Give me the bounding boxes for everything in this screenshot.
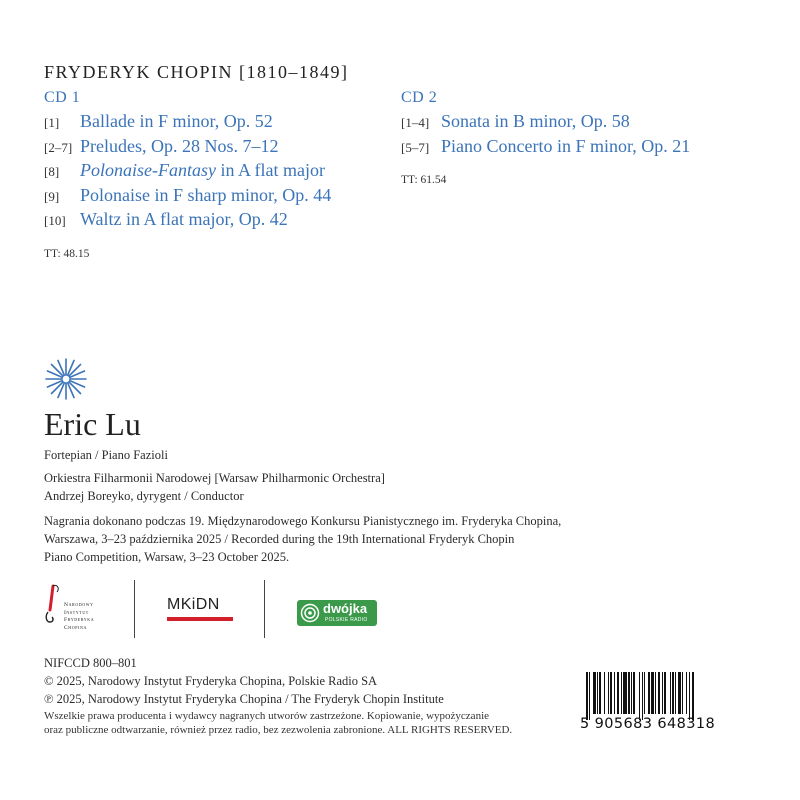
- barcode-bar: [651, 672, 654, 714]
- barcode-bar: [664, 672, 666, 714]
- track-item: [44, 160, 331, 185]
- track-item: [401, 136, 690, 161]
- barcode-bar: [621, 672, 622, 714]
- track-title-italic: Polonaise-Fantasy: [80, 160, 216, 180]
- barcode-bar: [672, 672, 674, 714]
- nifc-text-line: Narodowy: [64, 602, 94, 608]
- barcode-bar: [608, 672, 609, 714]
- cd1-section: [44, 89, 331, 260]
- barcode-bar: [599, 672, 601, 714]
- barcode-bar: [614, 672, 615, 714]
- barcode-bar: [675, 672, 676, 714]
- track-item: [44, 136, 331, 161]
- radio-circles-icon: [300, 603, 320, 623]
- barcode-bar: [617, 672, 619, 714]
- barcode-bar: [670, 672, 671, 714]
- nifc-text-line: Instytut: [64, 609, 89, 616]
- cd2-total-time: TT: 61.54: [401, 174, 447, 186]
- track-title: Polonaise in F sharp minor, Op. 44: [80, 184, 332, 205]
- barcode-bar: [692, 672, 694, 720]
- barcode-bar: [648, 672, 650, 714]
- cd1-label: CD 1: [44, 89, 81, 106]
- track-number: [5–7]: [401, 139, 430, 155]
- track-title: Waltz in A flat major, Op. 42: [80, 209, 288, 229]
- barcode-bar: [593, 672, 596, 714]
- barcode-bar: [662, 672, 663, 714]
- mkidn-logo: [167, 596, 233, 626]
- artist-instruments: Fortepian / Piano Fazioli: [44, 448, 168, 462]
- track-number: [9]: [44, 188, 60, 204]
- barcode-bar: [628, 672, 630, 714]
- footer-info: [44, 654, 444, 708]
- barcode-bar: [589, 672, 590, 720]
- cd2-label: CD 2: [401, 89, 438, 106]
- cd1-total-time: TT: 48.15: [44, 247, 90, 260]
- artist-name: Eric Lu: [44, 406, 141, 442]
- mkidn-text: MKiDN: [167, 596, 220, 613]
- track-number: [1–4]: [401, 115, 430, 130]
- dwojka-name: dwójka: [323, 601, 368, 616]
- barcode-bar: [597, 672, 598, 714]
- barcode-bar: [604, 672, 605, 714]
- recording-note-line: Piano Competition, Warsaw, 3–23 October 2025.: [44, 550, 290, 564]
- barcode-bars: [586, 672, 752, 720]
- barcode-bar: [631, 672, 632, 714]
- track-title: Ballade in F minor, Op. 52: [80, 111, 273, 131]
- composer-title: FRYDERYK CHOPIN [1810–1849]: [44, 62, 349, 82]
- track-item: [44, 185, 331, 210]
- cd2-section: [401, 89, 690, 186]
- rights-line: Wszelkie prawa producenta i wydawcy nagranych utworów zastrzeżone. Kopiowanie, wypożyczanie: [44, 710, 490, 722]
- logo-divider: [264, 580, 265, 638]
- dwojka-logo: [297, 600, 377, 626]
- barcode-bar: [633, 672, 635, 714]
- conductor-line: Andrzej Boreyko, dyrygent / Conductor: [44, 489, 244, 503]
- barcode-bar: [682, 672, 683, 714]
- barcode-bar: [623, 672, 626, 714]
- barcode-bar: [658, 672, 660, 714]
- barcode-bar: [686, 672, 687, 714]
- nifc-emblem-icon: [44, 582, 62, 630]
- recording-note-line: Warszawa, 3–23 października 2025 / Recorded during the 19th International Fryderyk Chopin: [44, 532, 515, 546]
- barcode-bar: [642, 672, 643, 720]
- track-item: [44, 111, 331, 136]
- track-number: [8]: [44, 164, 60, 179]
- copyright-c: © 2025, Narodowy Instytut Fryderyka Chopina, Polskie Radio SA: [44, 674, 378, 688]
- nifc-text-line: Fryderyka: [64, 617, 95, 623]
- barcode: [580, 672, 756, 738]
- track-title: Piano Concerto in F minor, Op. 21: [441, 135, 691, 156]
- barcode-digits: 5 905683 648318: [580, 716, 716, 732]
- nifc-logo: [44, 582, 124, 638]
- barcode-bar: [678, 672, 680, 714]
- barcode-bar: [644, 672, 645, 714]
- barcode-bar: [610, 672, 612, 714]
- track-title-rest: in A flat major: [215, 160, 325, 180]
- catalog-number: NIFCCD 800–801: [44, 656, 137, 670]
- copyright-p: ℗ 2025, Narodowy Instytut Fryderyka Chopina / The Fryderyk Chopin Institute: [44, 692, 444, 706]
- orchestra-line: Orkiestra Filharmonii Narodowej [Warsaw Philharmonic Orchestra]: [44, 471, 385, 485]
- track-title: [80, 160, 325, 181]
- logo-divider: [134, 580, 135, 638]
- orchestra-info: [44, 469, 385, 505]
- track-title: Sonata in B minor, Op. 58: [441, 111, 630, 131]
- barcode-bar: [655, 672, 656, 714]
- nifc-text-line: Chopina: [64, 624, 87, 631]
- track-item: [401, 111, 690, 136]
- track-number: [1]: [44, 115, 60, 130]
- track-title: Preludes, Op. 28 Nos. 7–12: [80, 135, 279, 156]
- recording-note: [44, 512, 561, 566]
- barcode-bar: [689, 672, 690, 720]
- dwojka-sub: POLSKIE RADIO: [325, 617, 368, 623]
- track-number: [10]: [44, 213, 66, 228]
- rights-line: oraz publiczne odtwarzanie, również przez radio, bez zezwolenia zabronione. ALL RIGHTS RESERVED.: [44, 724, 513, 736]
- recording-note-line: Nagrania dokonano podczas 19. Międzynarodowego Konkursu Pianistycznego im. Fryderyka Chopina,: [44, 514, 562, 528]
- track-number: [2–7]: [44, 139, 73, 155]
- barcode-bar: [586, 672, 588, 720]
- track-item: [44, 209, 331, 234]
- snowflake-icon: [44, 357, 88, 401]
- barcode-bar: [639, 672, 640, 720]
- mkidn-flag-bar: [167, 617, 233, 621]
- rights-notice: [44, 709, 512, 737]
